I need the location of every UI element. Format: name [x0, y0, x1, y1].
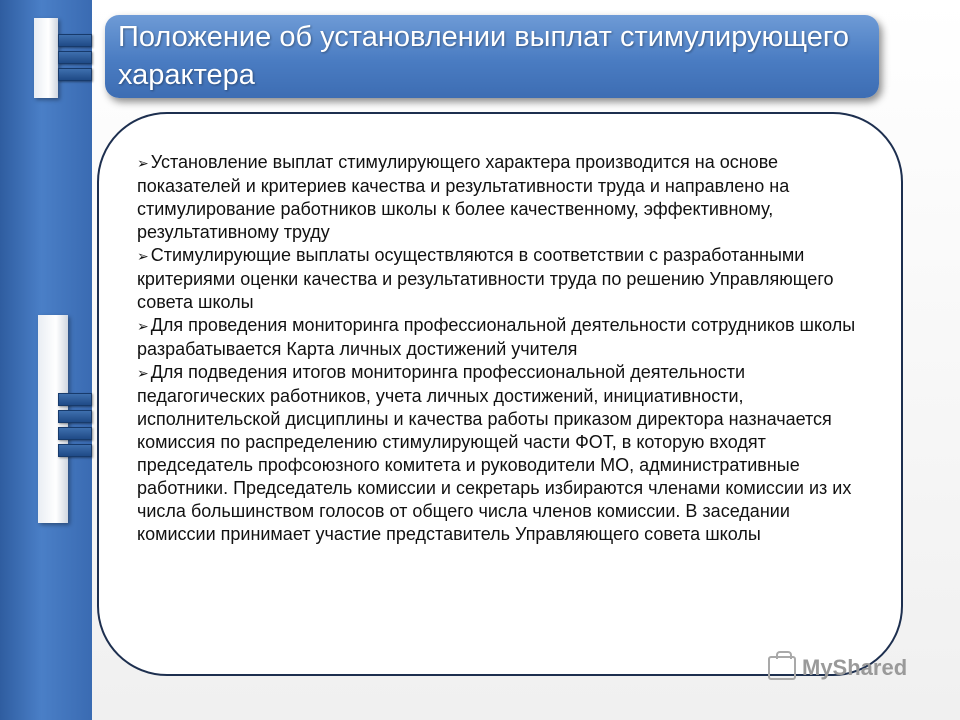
decorative-bar [58, 51, 92, 64]
bullet-list [137, 151, 857, 546]
bullet-text: Стимулирующие выплаты осуществляются в соответствии с разработанными критериями оценки качества и результативности труда по решению Управляющего совета школы [137, 245, 834, 312]
bullet-text: Установление выплат стимулирующего характера производится на основе показателей и критериев качества и результативности труда и направлено на стимулирование работников школы к более качественному, эффективному, результативному труду [137, 152, 790, 242]
decorative-bar [58, 444, 92, 457]
decorative-bars-top [58, 34, 92, 85]
decorative-bar [58, 393, 92, 406]
watermark-text: MyShared [802, 655, 908, 680]
presentation-icon [768, 656, 796, 680]
decorative-block-top [34, 18, 58, 98]
arrow-bullet-icon: ➢ [137, 318, 149, 334]
decorative-bar [58, 410, 92, 423]
list-item [137, 151, 857, 244]
decorative-bar [58, 68, 92, 81]
list-item [137, 244, 857, 314]
watermark [768, 655, 907, 681]
arrow-bullet-icon: ➢ [137, 155, 149, 171]
slide-title: Положение об установлении выплат стимулирующего характера [118, 21, 849, 91]
list-item [137, 361, 857, 546]
bullet-text: Для проведения мониторинга профессиональной деятельности сотрудников школы разрабатывается Карта личных достижений учителя [137, 315, 856, 359]
decorative-bar [58, 34, 92, 47]
list-item [137, 314, 857, 361]
bullet-text: Для подведения итогов мониторинга профессиональной деятельности педагогических работников, учета личных достижений, инициативности, исполнительской дисциплины и качества работы приказом директора назначается комиссия по распределению стимулирующей части ФОТ, в которую входят председатель профсоюзного комитета и руководители МО, административные работники. Председатель комиссии и секретарь избираются членами комиссии из их числа большинством голосов от общего числа членов комиссии. В заседании комиссии принимает участие представитель Управляющего совета школы [137, 362, 852, 544]
arrow-bullet-icon: ➢ [137, 365, 149, 381]
decorative-bars-middle [58, 393, 92, 461]
arrow-bullet-icon: ➢ [137, 248, 149, 264]
decorative-bar [58, 427, 92, 440]
